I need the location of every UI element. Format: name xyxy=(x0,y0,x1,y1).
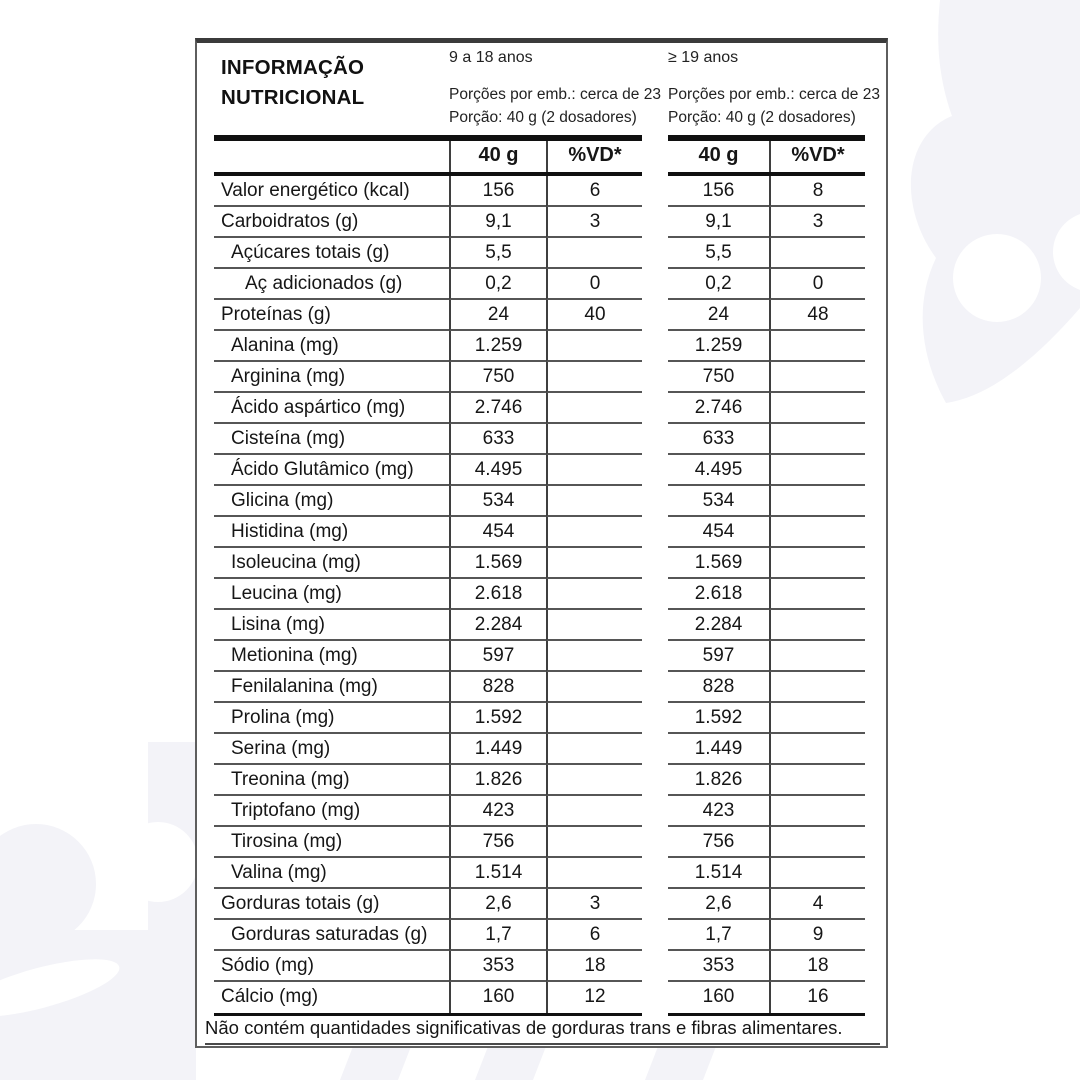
table-row xyxy=(197,207,886,238)
dv-9-18-cell xyxy=(546,331,642,362)
amount-9-18-cell: 24 xyxy=(449,300,546,331)
amount-9-18-cell: 454 xyxy=(449,517,546,548)
table-row xyxy=(197,455,886,486)
table-row xyxy=(197,176,886,207)
row-label: Alanina (mg) xyxy=(214,331,449,362)
table-row xyxy=(197,548,886,579)
dv-9-18-cell xyxy=(546,827,642,858)
dv-19plus-cell xyxy=(769,796,865,827)
col-header-dv-19plus: %VD* xyxy=(769,141,865,172)
table-row xyxy=(197,796,886,827)
age-group-2-serving-size: Porção: 40 g (2 dosadores) xyxy=(668,108,856,126)
row-label: Açúcares totais (g) xyxy=(214,238,449,269)
amount-19plus-cell: 1.514 xyxy=(668,858,769,889)
dv-19plus-cell xyxy=(769,517,865,548)
row-label: Proteínas (g) xyxy=(214,300,449,331)
row-label: Treonina (mg) xyxy=(214,765,449,796)
dv-9-18-cell xyxy=(546,734,642,765)
dv-9-18-cell xyxy=(546,517,642,548)
row-label: Metionina (mg) xyxy=(214,641,449,672)
amount-9-18-cell: 423 xyxy=(449,796,546,827)
dv-19plus-cell xyxy=(769,765,865,796)
table-row xyxy=(197,517,886,548)
dv-9-18-cell xyxy=(546,393,642,424)
dv-9-18-cell: 6 xyxy=(546,176,642,207)
amount-19plus-cell: 24 xyxy=(668,300,769,331)
amount-19plus-cell: 454 xyxy=(668,517,769,548)
amount-19plus-cell: 4.495 xyxy=(668,455,769,486)
dv-19plus-cell xyxy=(769,331,865,362)
table-row xyxy=(197,641,886,672)
dv-19plus-cell: 4 xyxy=(769,889,865,920)
dv-9-18-cell xyxy=(546,858,642,889)
amount-9-18-cell: 4.495 xyxy=(449,455,546,486)
table-row xyxy=(197,486,886,517)
amount-9-18-cell: 828 xyxy=(449,672,546,703)
amount-9-18-cell: 534 xyxy=(449,486,546,517)
table-row xyxy=(197,238,886,269)
amount-9-18-cell: 9,1 xyxy=(449,207,546,238)
header-divider-rule xyxy=(197,135,886,141)
row-label: Cisteína (mg) xyxy=(214,424,449,455)
table-title xyxy=(221,53,364,113)
row-label: Triptofano (mg) xyxy=(214,796,449,827)
amount-19plus-cell: 633 xyxy=(668,424,769,455)
table-row xyxy=(197,424,886,455)
amount-9-18-cell: 5,5 xyxy=(449,238,546,269)
dv-19plus-cell xyxy=(769,641,865,672)
dv-9-18-cell: 18 xyxy=(546,951,642,982)
dv-9-18-cell: 0 xyxy=(546,269,642,300)
amount-19plus-cell: 2,6 xyxy=(668,889,769,920)
amount-9-18-cell: 160 xyxy=(449,982,546,1013)
dv-19plus-cell xyxy=(769,579,865,610)
amount-9-18-cell: 1.259 xyxy=(449,331,546,362)
dv-9-18-cell: 3 xyxy=(546,889,642,920)
table-row xyxy=(197,300,886,331)
flexed-arm-watermark xyxy=(911,0,1080,403)
table-row xyxy=(197,610,886,641)
dv-9-18-cell xyxy=(546,548,642,579)
dv-9-18-cell: 3 xyxy=(546,207,642,238)
amount-19plus-cell: 9,1 xyxy=(668,207,769,238)
row-label: Carboidratos (g) xyxy=(214,207,449,238)
age-group-1-servings: Porções por emb.: cerca de 23 xyxy=(449,86,661,103)
col-header-dv-9-18: %VD* xyxy=(546,141,642,172)
col-header-amount-9-18: 40 g xyxy=(449,141,546,172)
amount-9-18-cell: 1.592 xyxy=(449,703,546,734)
table-row xyxy=(197,889,886,920)
amount-9-18-cell: 1.514 xyxy=(449,858,546,889)
table-row xyxy=(197,734,886,765)
amount-19plus-cell: 1,7 xyxy=(668,920,769,951)
amount-19plus-cell: 0,2 xyxy=(668,269,769,300)
dv-19plus-cell: 8 xyxy=(769,176,865,207)
row-label: Ácido aspártico (mg) xyxy=(214,393,449,424)
table-row xyxy=(197,951,886,982)
dv-9-18-cell: 6 xyxy=(546,920,642,951)
dv-19plus-cell xyxy=(769,548,865,579)
amount-19plus-cell: 750 xyxy=(668,362,769,393)
table-row xyxy=(197,393,886,424)
dv-19plus-cell: 9 xyxy=(769,920,865,951)
amount-19plus-cell: 2.618 xyxy=(668,579,769,610)
dv-19plus-cell: 16 xyxy=(769,982,865,1013)
age-group-1-serving-size: Porção: 40 g (2 dosadores) xyxy=(449,108,637,126)
table-row xyxy=(197,827,886,858)
amount-9-18-cell: 633 xyxy=(449,424,546,455)
dv-9-18-cell xyxy=(546,703,642,734)
row-label: Lisina (mg) xyxy=(214,610,449,641)
row-label: Serina (mg) xyxy=(214,734,449,765)
dv-19plus-cell xyxy=(769,455,865,486)
table-row xyxy=(197,331,886,362)
row-label: Valor energético (kcal) xyxy=(214,176,449,207)
amount-19plus-cell: 423 xyxy=(668,796,769,827)
amount-19plus-cell: 5,5 xyxy=(668,238,769,269)
amount-19plus-cell: 756 xyxy=(668,827,769,858)
row-label: Tirosina (mg) xyxy=(214,827,449,858)
amount-19plus-cell: 828 xyxy=(668,672,769,703)
row-label: Fenilalanina (mg) xyxy=(214,672,449,703)
amount-19plus-cell: 534 xyxy=(668,486,769,517)
row-label: Valina (mg) xyxy=(214,858,449,889)
amount-19plus-cell: 156 xyxy=(668,176,769,207)
row-label: Isoleucina (mg) xyxy=(214,548,449,579)
column-header-underline xyxy=(197,172,886,176)
column-header-row xyxy=(197,141,886,172)
amount-9-18-cell: 1.826 xyxy=(449,765,546,796)
table-row xyxy=(197,672,886,703)
dv-19plus-cell xyxy=(769,703,865,734)
dv-19plus-cell xyxy=(769,827,865,858)
row-label: Leucina (mg) xyxy=(214,579,449,610)
row-label: Arginina (mg) xyxy=(214,362,449,393)
amount-9-18-cell: 0,2 xyxy=(449,269,546,300)
footer-divider-rule xyxy=(197,1013,886,1016)
dv-19plus-cell: 18 xyxy=(769,951,865,982)
amount-9-18-cell: 756 xyxy=(449,827,546,858)
amount-19plus-cell: 1.826 xyxy=(668,765,769,796)
dv-9-18-cell: 40 xyxy=(546,300,642,331)
dv-9-18-cell xyxy=(546,765,642,796)
table-row xyxy=(197,579,886,610)
amount-9-18-cell: 597 xyxy=(449,641,546,672)
amount-19plus-cell: 2.746 xyxy=(668,393,769,424)
table-row xyxy=(197,920,886,951)
row-label: Aç adicionados (g) xyxy=(214,269,449,300)
table-title-line2: NUTRICIONAL xyxy=(221,86,365,109)
amount-9-18-cell: 750 xyxy=(449,362,546,393)
amount-19plus-cell: 1.592 xyxy=(668,703,769,734)
dv-9-18-cell xyxy=(546,486,642,517)
amount-9-18-cell: 1,7 xyxy=(449,920,546,951)
table-title-line1: INFORMAÇÃO xyxy=(221,56,365,79)
table-row xyxy=(197,269,886,300)
dv-19plus-cell xyxy=(769,238,865,269)
amount-19plus-cell: 597 xyxy=(668,641,769,672)
amount-9-18-cell: 1.569 xyxy=(449,548,546,579)
dv-19plus-cell xyxy=(769,424,865,455)
amount-19plus-cell: 353 xyxy=(668,951,769,982)
table-row xyxy=(197,362,886,393)
age-group-2-label: ≥ 19 anos xyxy=(668,49,739,66)
dv-19plus-cell xyxy=(769,486,865,517)
dv-9-18-cell xyxy=(546,424,642,455)
dv-9-18-cell xyxy=(546,796,642,827)
age-group-1-label: 9 a 18 anos xyxy=(449,49,533,66)
dv-19plus-cell xyxy=(769,362,865,393)
amount-19plus-cell: 2.284 xyxy=(668,610,769,641)
dv-19plus-cell xyxy=(769,858,865,889)
col-header-amount-19plus: 40 g xyxy=(698,144,739,166)
dv-9-18-cell xyxy=(546,672,642,703)
row-label: Ácido Glutâmico (mg) xyxy=(214,455,449,486)
amount-19plus-cell: 1.449 xyxy=(668,734,769,765)
amount-9-18-cell: 2.746 xyxy=(449,393,546,424)
row-label: Gorduras totais (g) xyxy=(214,889,449,920)
table-row xyxy=(197,982,886,1013)
dv-19plus-cell: 0 xyxy=(769,269,865,300)
dv-9-18-cell xyxy=(546,579,642,610)
row-label: Sódio (mg) xyxy=(214,951,449,982)
table-body xyxy=(197,176,886,1013)
amount-9-18-cell: 156 xyxy=(449,176,546,207)
dv-19plus-cell xyxy=(769,393,865,424)
amount-9-18-cell: 2.618 xyxy=(449,579,546,610)
table-row xyxy=(197,765,886,796)
amount-9-18-cell: 2.284 xyxy=(449,610,546,641)
amount-19plus-cell: 1.569 xyxy=(668,548,769,579)
amount-19plus-cell: 160 xyxy=(702,986,735,1007)
age-group-2-servings: Porções por emb.: cerca de 23 xyxy=(668,86,880,103)
dv-19plus-cell xyxy=(769,610,865,641)
row-label: Histidina (mg) xyxy=(214,517,449,548)
row-label: Cálcio (mg) xyxy=(221,986,319,1007)
dv-19plus-cell xyxy=(769,672,865,703)
dv-9-18-cell xyxy=(546,362,642,393)
row-label: Gorduras saturadas (g) xyxy=(214,920,449,951)
row-label: Prolina (mg) xyxy=(214,703,449,734)
table-header xyxy=(197,43,886,135)
nutrition-table xyxy=(195,38,888,1048)
age-group-1-info xyxy=(449,49,665,129)
dv-19plus-cell: 48 xyxy=(769,300,865,331)
dv-9-18-cell xyxy=(546,641,642,672)
table-row xyxy=(197,858,886,889)
dv-9-18-cell: 12 xyxy=(546,982,642,1013)
dv-19plus-cell xyxy=(769,734,865,765)
amount-19plus-cell: 1.259 xyxy=(668,331,769,362)
age-group-2-info xyxy=(668,49,884,129)
dv-9-18-cell xyxy=(546,238,642,269)
dv-9-18-cell xyxy=(546,455,642,486)
dv-19plus-cell: 3 xyxy=(769,207,865,238)
amount-9-18-cell: 1.449 xyxy=(449,734,546,765)
amount-9-18-cell: 353 xyxy=(449,951,546,982)
row-label: Glicina (mg) xyxy=(214,486,449,517)
table-row xyxy=(197,703,886,734)
footer-note: Não contém quantidades significativas de gorduras trans e fibras alimentares. xyxy=(205,1016,880,1045)
dv-9-18-cell xyxy=(546,610,642,641)
amount-9-18-cell: 2,6 xyxy=(449,889,546,920)
